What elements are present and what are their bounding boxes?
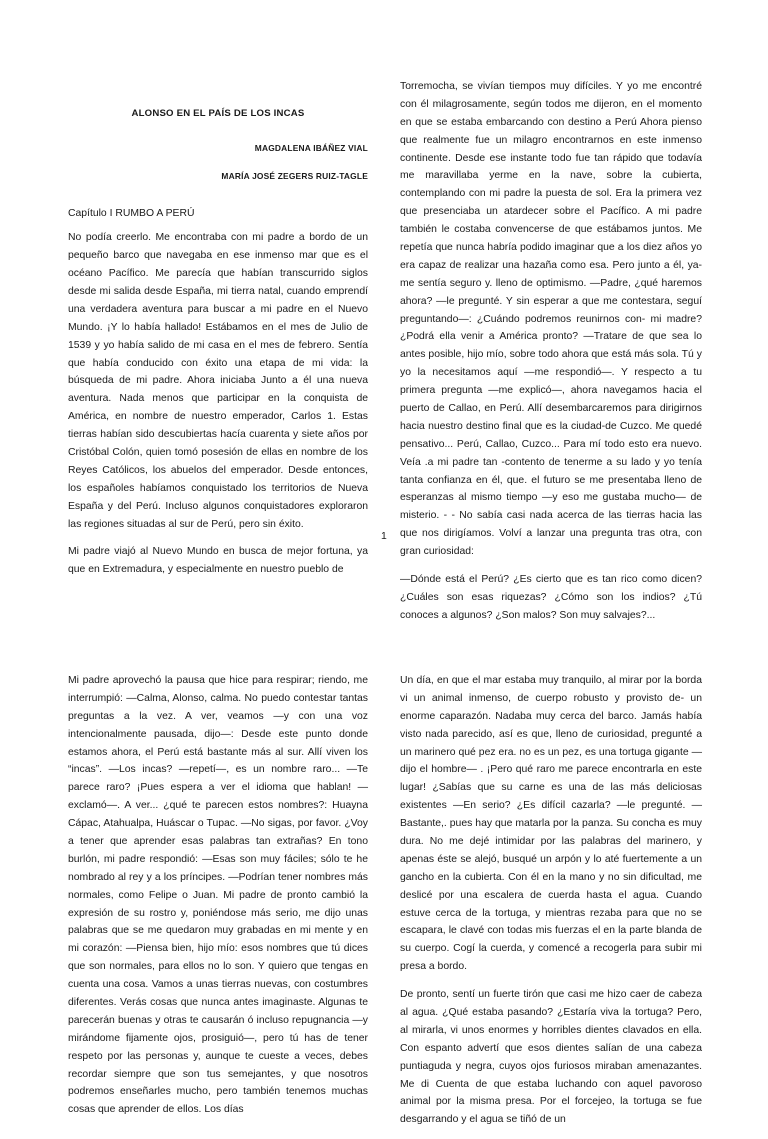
page1-right-column [400,78,702,635]
paragraph: De pronto, sentí un fuerte tirón que casi me hizo caer de cabeza al agua. ¿Qué estaba pasando? ¿Estaría viva la tortuga? Pero, al mirarla, vi unos enormes y horribles dientes clavados en ella. Con espanto advertí que esos dientes salían de una cabeza puntiaguda y negra, cuyos ojos furiosos miraban amenazantes. Me di Cuenta de que estaba luchando con aquel pavoroso animal por la misma presa. Por el forcejeo, la tortuga se fue desgarrando y el agua se tiñó de un [400,989,702,1126]
page1-left-column [68,106,368,589]
book-title: ALONSO EN EL PAÍS DE LOS INCAS [131,108,305,119]
paragraph: —Dónde está el Perú? ¿Es cierto que es tan rico como dicen? ¿Cuáles son esas riquezas? ¿Cómo son los indios? ¿Tú conoces a algunos? ¿Son malos? Son muy salvajes?... [400,574,702,621]
page2-right-column [400,672,702,1139]
paragraph: Mi padre viajó al Nuevo Mundo en busca de mejor fortuna, ya que en Extremadura, y especialmente en nuestro pueblo de [68,546,368,576]
author-name-2: MARÍA JOSÉ ZEGERS RUIZ-TAGLE [221,170,368,181]
chapter-heading: Capítulo I RUMBO A PERÚ [68,208,195,220]
paragraph: No podía creerlo. Me encontraba con mi padre a bordo de un pequeño barco que navegaba en ese inmenso mar que es el océano Pacífico. Me parecía que habían transcurrido siglos desde mi salida desde España, mi tierra natal, cuando emprendí una verdadera aventura para buscar a mi padre en el Nuevo Mundo. ¡Y lo había hallado! Estábamos en el mes de Julio de 1539 y yo había salido de mi casa en el mes de febrero. Sentía que había conducido con éxito una etapa de mi vida: la búsqueda de mi padre. Ahora iniciaba Junto a él una nueva aventura. Nada menos que participar en la conquista de América, en nombre de nuestro emperador, Carlos 1. Estas tierras habían sido descubiertas hacía cuarenta y siete años por Cristóbal Colón, quien tomó posesión de ellas en nombre de los Reyes Católicos, los abuelos del emperador. Desde entonces, los españoles habíamos conquistado los territorios de Nueva España y del Perú. Incluso algunos conquistadores exploraron las regiones situadas al sur de Perú, pero sin éxito. [68,232,368,530]
author-name-1: MAGDALENA IBÁÑEZ VIAL [254,142,368,153]
paragraph: Torremocha, se vivían tiempos muy difíciles. Y yo me encontré con él milagrosamente, según todos me dijeron, en el momento en que se estaba embarcando con destino a Perú Ahora pienso que realmente fue un milagro encontrarnos en este inmenso continente. Desde ese instante todo fue tan rápido que todavía me maravillaba yerme en la nave, sobre la cubierta, contemplando con mi padre la puesta de sol. Era la primera vez que presenciaba un atardecer sobre el Pacífico. A mi padre también le costaba convencerse de que estábamos juntos. Me repetía que nunca habría podido imaginar que a los diez años yo era capaz de realizar una hazaña como esa. Pero junto a él, ya- me sentía seguro y. lleno de optimismo. —Padre, ¿qué haremos ahora? —le pregunté. Y sin esperar a que me contestara, seguí preguntando—: ¿Cuándo podremos reunirnos con- mi madre? ¿Podrá ella venir a América pronto? —Tratare de que sea lo antes posible, hijo mío, sobre todo ahora que está más sola. Tú y yo la necesitamos aquí —me respondió—. Y respecto a tu primera pregunta —me explicó—, ahora navegamos hacia el puerto de Callao, en Perú. Allí desembarcaremos para dirigirnos hacia nuestro destino final que es la ciudad-de Cuzco. Me quedé pensativo... Perú, Callao, Cuzco... Para mí todo esto era nuevo. Veía .a mi padre tan -contento de tenerme a su lado y yo tenía tanta confianza en él, que. el futuro se me presentaba lleno de esperanzas al mismo tiempo —y eso me gustaba mucho— de misterio. - - No sabía casi nada acerca de las tierras hacia las que nos dirigíamos. Volví a lanzar una pregunta tras otra, con gran curiosidad: [400,81,702,558]
paragraph: Un día, en que el mar estaba muy tranquilo, al mirar por la borda vi un animal inmenso, de cuerpo robusto y provisto de- un enorme caparazón. Nadaba muy cerca del barco. Jamás había visto nada parecido, así es que, lleno de curiosidad, pregunté a un marinero qué pez era. no es un pez, es una tortuga gigante —dijo el hombre— . ¡Pero qué raro me parece encontrarla en este lugar! ¿Sabías que su carne es una de las más deliciosas existentes —En serio? ¿Es difícil cazarla? —le pregunté. —Bastante,. pues hay que matarla por la panza. Su concha es muy dura. No me dejé intimidar por las palabras del marinero, y apenas éste se alejó, busqué un arpón y lo até fuertemente a un gancho en la cubierta. Con él en la mano y no sin dificultad, me deslicé por una escalera de cuerda hasta el agua. Cuando estuve cerca de la tortuga, y mientras rezaba para que no se escapara, le clavé con todas mis fuerzas el en la parte blanda de su cuerpo. Cogí la cuerda, y comencé a recogerla para subir mi presa a bordo. [400,675,702,973]
page-divider [0,595,768,596]
page-number: 1 [381,531,387,542]
page2-left-column [68,672,368,1129]
paragraph: Mi padre aprovechó la pausa que hice para respirar; riendo, me interrumpió: —Calma, Alonso, calma. No puedo contestar tantas preguntas a la vez. A ver, veamos —y con una voz intencionalmente pausada, dijo—: Desde este punto donde estamos ahora, el Perú está bastante más al sur. Allí viven los “incas”. —Los incas? —repetí—, es un nombre raro... —Te parece raro? ¡Pues espera a ver el idioma que hablan! —exclamó—. A ver... ¿qué te parecen estos nombres?: Huayna Cápac, Atahualpa, Huáscar o Tupac. —No sigas, por favor. ¿Voy a tener que aprender esas palabras tan extrañas? En tono burlón, mi padre respondió: —Esas son muy fáciles; sólo te he nombrado al rey y a los príncipes. —Podrían tener nombres más normales, como Felipe o Juan. Mi padre de pronto cambió la expresión de su rostro y, poniéndose más serio, me dijo unas palabras que se me quedaron muy grabadas en mi mente y en mi corazón: —Piensa bien, hijo mío: esos nombres que tú dices que son normales, para ellos no lo son. Y quiero que tengas en cuenta una cosa. Vamos a unas tierras nuevas, con costumbres diferentes. Verás cosas que nunca antes imaginaste. Algunas te parecerán buenas y otras te causarán ó incluso repugnancia —y mirándome fijamente ojos, prosiguió—, pero tú has de tener respeto por las personas y, aunque te cueste a veces, debes recordar siempre que son tus semejantes, y que nosotros podremos enseñarles mucho, pero también tenemos muchas cosas que aprender de ellos. Los días [68,675,368,1116]
